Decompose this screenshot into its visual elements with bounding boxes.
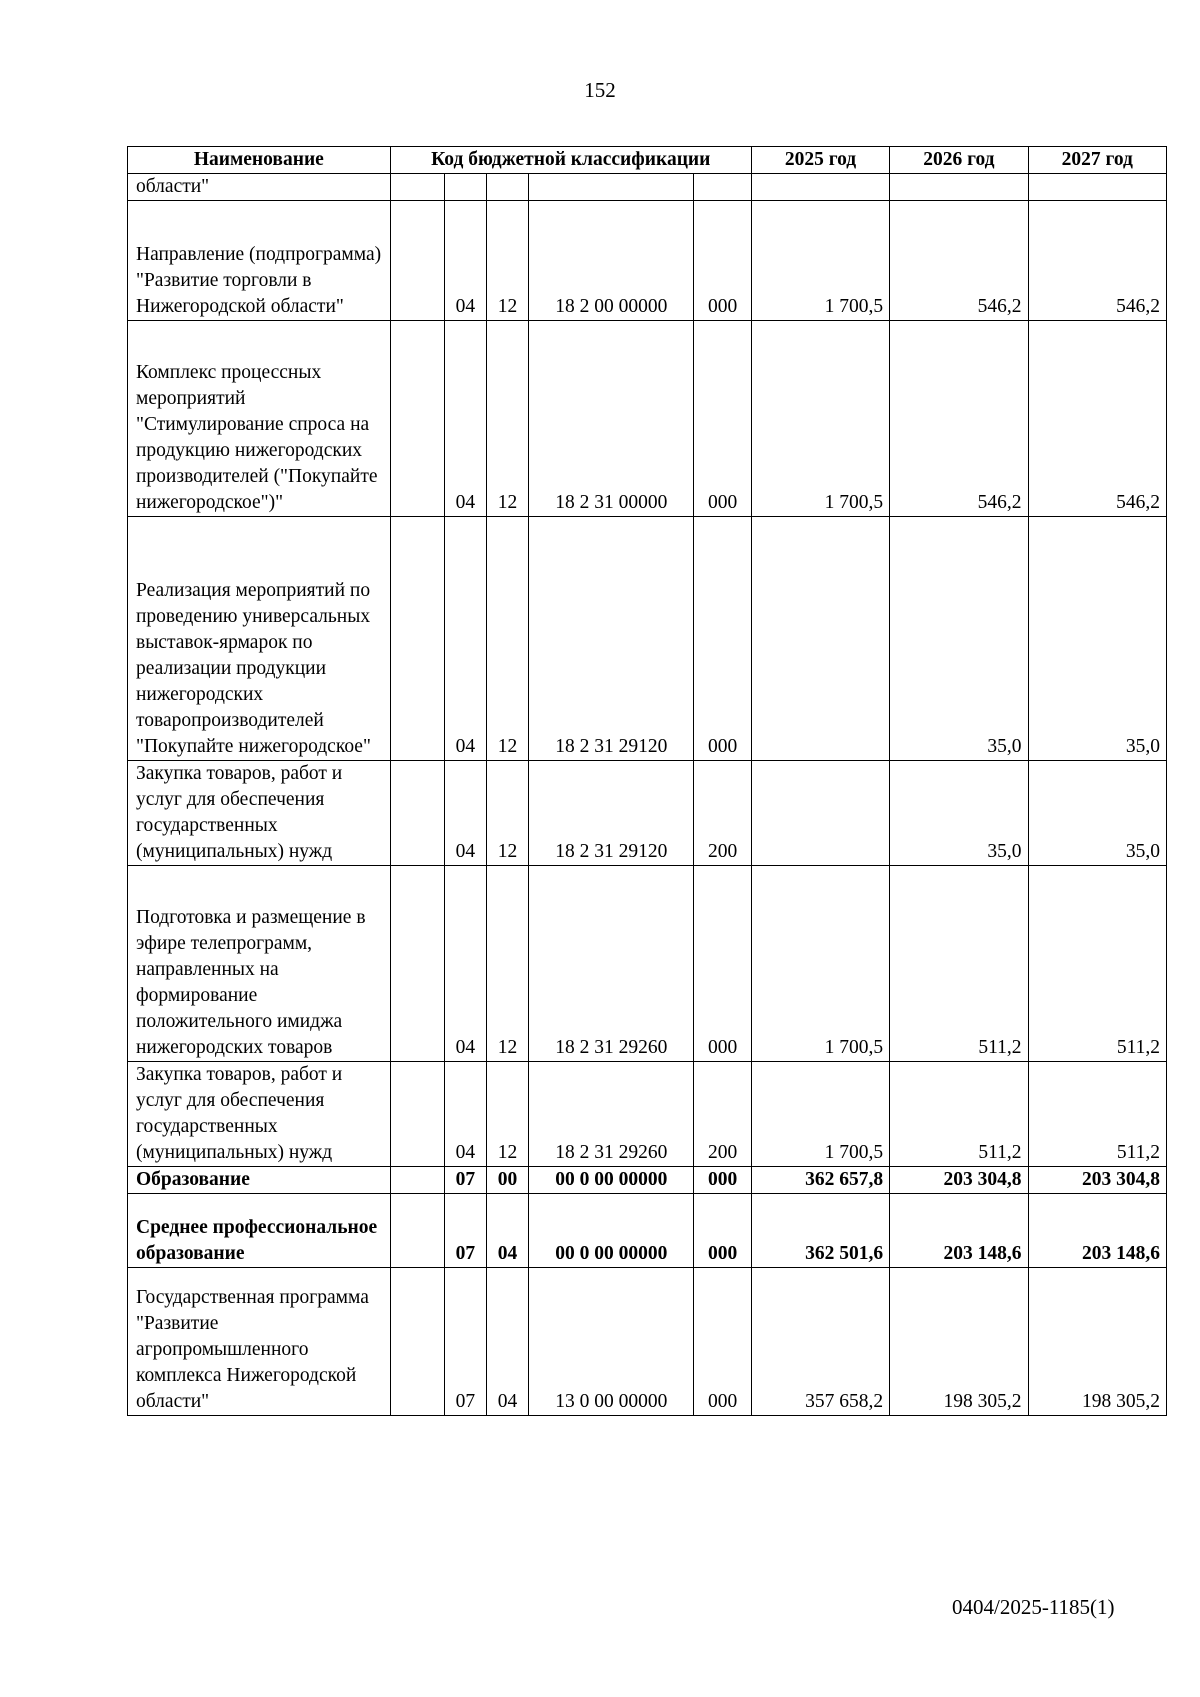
table-row xyxy=(128,866,1167,1062)
cell-2027: 198 305,2 xyxy=(1028,1268,1166,1416)
cell-2027: 511,2 xyxy=(1028,1062,1166,1167)
cell-group xyxy=(390,201,444,321)
cell-2025: 362 501,6 xyxy=(751,1194,889,1268)
header-2025: 2025 год xyxy=(751,147,889,174)
cell-group xyxy=(390,1167,444,1194)
cell-subsection: 12 xyxy=(486,517,528,761)
cell-section xyxy=(444,174,486,201)
header-name: Наименование xyxy=(128,147,391,174)
cell-2027: 35,0 xyxy=(1028,761,1166,866)
cell-expense-type: 000 xyxy=(694,1268,751,1416)
cell-name: Подготовка и размещение в эфире телепрограмм, направленных на формирование положительного имиджа нижегородских товаров xyxy=(128,866,391,1062)
cell-2027 xyxy=(1028,174,1166,201)
table-row xyxy=(128,517,1167,761)
cell-group xyxy=(390,174,444,201)
cell-subsection: 12 xyxy=(486,761,528,866)
cell-2025 xyxy=(751,517,889,761)
header-2027: 2027 год xyxy=(1028,147,1166,174)
cell-2025: 362 657,8 xyxy=(751,1167,889,1194)
cell-target-article xyxy=(529,174,694,201)
table-row xyxy=(128,321,1167,517)
cell-name: Реализация мероприятий по проведению универсальных выставок-ярмарок по реализации продукции нижегородских товаропроизводителей "Покупайте нижегородское" xyxy=(128,517,391,761)
cell-2026: 546,2 xyxy=(890,321,1028,517)
cell-2025: 1 700,5 xyxy=(751,201,889,321)
cell-2026: 203 304,8 xyxy=(890,1167,1028,1194)
cell-section: 07 xyxy=(444,1167,486,1194)
cell-group xyxy=(390,517,444,761)
cell-subsection: 12 xyxy=(486,321,528,517)
cell-name: Закупка товаров, работ и услуг для обеспечения государственных (муниципальных) нужд xyxy=(128,1062,391,1167)
cell-2027: 203 148,6 xyxy=(1028,1194,1166,1268)
cell-group xyxy=(390,1062,444,1167)
cell-subsection: 12 xyxy=(486,1062,528,1167)
cell-expense-type: 200 xyxy=(694,761,751,866)
cell-2025: 1 700,5 xyxy=(751,321,889,517)
cell-subsection: 04 xyxy=(486,1268,528,1416)
cell-name: Закупка товаров, работ и услуг для обеспечения государственных (муниципальных) нужд xyxy=(128,761,391,866)
cell-section: 07 xyxy=(444,1268,486,1416)
cell-target-article: 00 0 00 00000 xyxy=(529,1194,694,1268)
table-body xyxy=(128,174,1167,1416)
page-number: 152 xyxy=(584,78,616,102)
cell-section: 07 xyxy=(444,1194,486,1268)
cell-name: Направление (подпрограмма) "Развитие торговли в Нижегородской области" xyxy=(128,201,391,321)
cell-2025: 1 700,5 xyxy=(751,866,889,1062)
document-id: 0404/2025-1185(1) xyxy=(952,1595,1115,1619)
cell-2027: 203 304,8 xyxy=(1028,1167,1166,1194)
cell-expense-type: 200 xyxy=(694,1062,751,1167)
table-row xyxy=(128,174,1167,201)
cell-section: 04 xyxy=(444,201,486,321)
cell-section: 04 xyxy=(444,1062,486,1167)
cell-group xyxy=(390,866,444,1062)
cell-target-article: 13 0 00 00000 xyxy=(529,1268,694,1416)
cell-name: области" xyxy=(128,174,391,201)
cell-section: 04 xyxy=(444,866,486,1062)
cell-group xyxy=(390,761,444,866)
cell-expense-type xyxy=(694,174,751,201)
cell-subsection: 12 xyxy=(486,866,528,1062)
cell-target-article: 18 2 31 29260 xyxy=(529,866,694,1062)
cell-2026: 511,2 xyxy=(890,866,1028,1062)
cell-group xyxy=(390,321,444,517)
cell-subsection: 12 xyxy=(486,201,528,321)
cell-target-article: 18 2 31 00000 xyxy=(529,321,694,517)
cell-expense-type: 000 xyxy=(694,1167,751,1194)
cell-2026: 203 148,6 xyxy=(890,1194,1028,1268)
cell-2025 xyxy=(751,761,889,866)
cell-2026 xyxy=(890,174,1028,201)
cell-2027: 35,0 xyxy=(1028,517,1166,761)
cell-section: 04 xyxy=(444,761,486,866)
cell-2026: 546,2 xyxy=(890,201,1028,321)
cell-expense-type: 000 xyxy=(694,517,751,761)
cell-2027: 546,2 xyxy=(1028,201,1166,321)
header-2026: 2026 год xyxy=(890,147,1028,174)
cell-group xyxy=(390,1268,444,1416)
cell-section: 04 xyxy=(444,517,486,761)
cell-subsection: 00 xyxy=(486,1167,528,1194)
cell-name: Среднее профессиональное образование xyxy=(128,1194,391,1268)
cell-name: Комплекс процессных мероприятий "Стимулирование спроса на продукцию нижегородских производителей ("Покупайте нижегородское")" xyxy=(128,321,391,517)
cell-expense-type: 000 xyxy=(694,321,751,517)
table-row xyxy=(128,761,1167,866)
cell-expense-type: 000 xyxy=(694,1194,751,1268)
cell-2025: 1 700,5 xyxy=(751,1062,889,1167)
cell-2026: 35,0 xyxy=(890,517,1028,761)
cell-target-article: 18 2 31 29120 xyxy=(529,517,694,761)
cell-expense-type: 000 xyxy=(694,866,751,1062)
cell-target-article: 18 2 00 00000 xyxy=(529,201,694,321)
cell-2027: 511,2 xyxy=(1028,866,1166,1062)
cell-name: Государственная программа "Развитие агропромышленного комплекса Нижегородской области" xyxy=(128,1268,391,1416)
table-row xyxy=(128,1167,1167,1194)
cell-2027: 546,2 xyxy=(1028,321,1166,517)
cell-2026: 198 305,2 xyxy=(890,1268,1028,1416)
cell-section: 04 xyxy=(444,321,486,517)
cell-subsection xyxy=(486,174,528,201)
cell-target-article: 18 2 31 29260 xyxy=(529,1062,694,1167)
cell-target-article: 18 2 31 29120 xyxy=(529,761,694,866)
header-row xyxy=(128,147,1167,174)
cell-target-article: 00 0 00 00000 xyxy=(529,1167,694,1194)
cell-2026: 511,2 xyxy=(890,1062,1028,1167)
table-row xyxy=(128,1062,1167,1167)
cell-name: Образование xyxy=(128,1167,391,1194)
header-code: Код бюджетной классификации xyxy=(390,147,751,174)
table-row xyxy=(128,1194,1167,1268)
cell-2026: 35,0 xyxy=(890,761,1028,866)
table-row xyxy=(128,1268,1167,1416)
cell-subsection: 04 xyxy=(486,1194,528,1268)
cell-2025: 357 658,2 xyxy=(751,1268,889,1416)
cell-expense-type: 000 xyxy=(694,201,751,321)
cell-group xyxy=(390,1194,444,1268)
cell-2025 xyxy=(751,174,889,201)
budget-table xyxy=(127,146,1167,1416)
table-row xyxy=(128,201,1167,321)
